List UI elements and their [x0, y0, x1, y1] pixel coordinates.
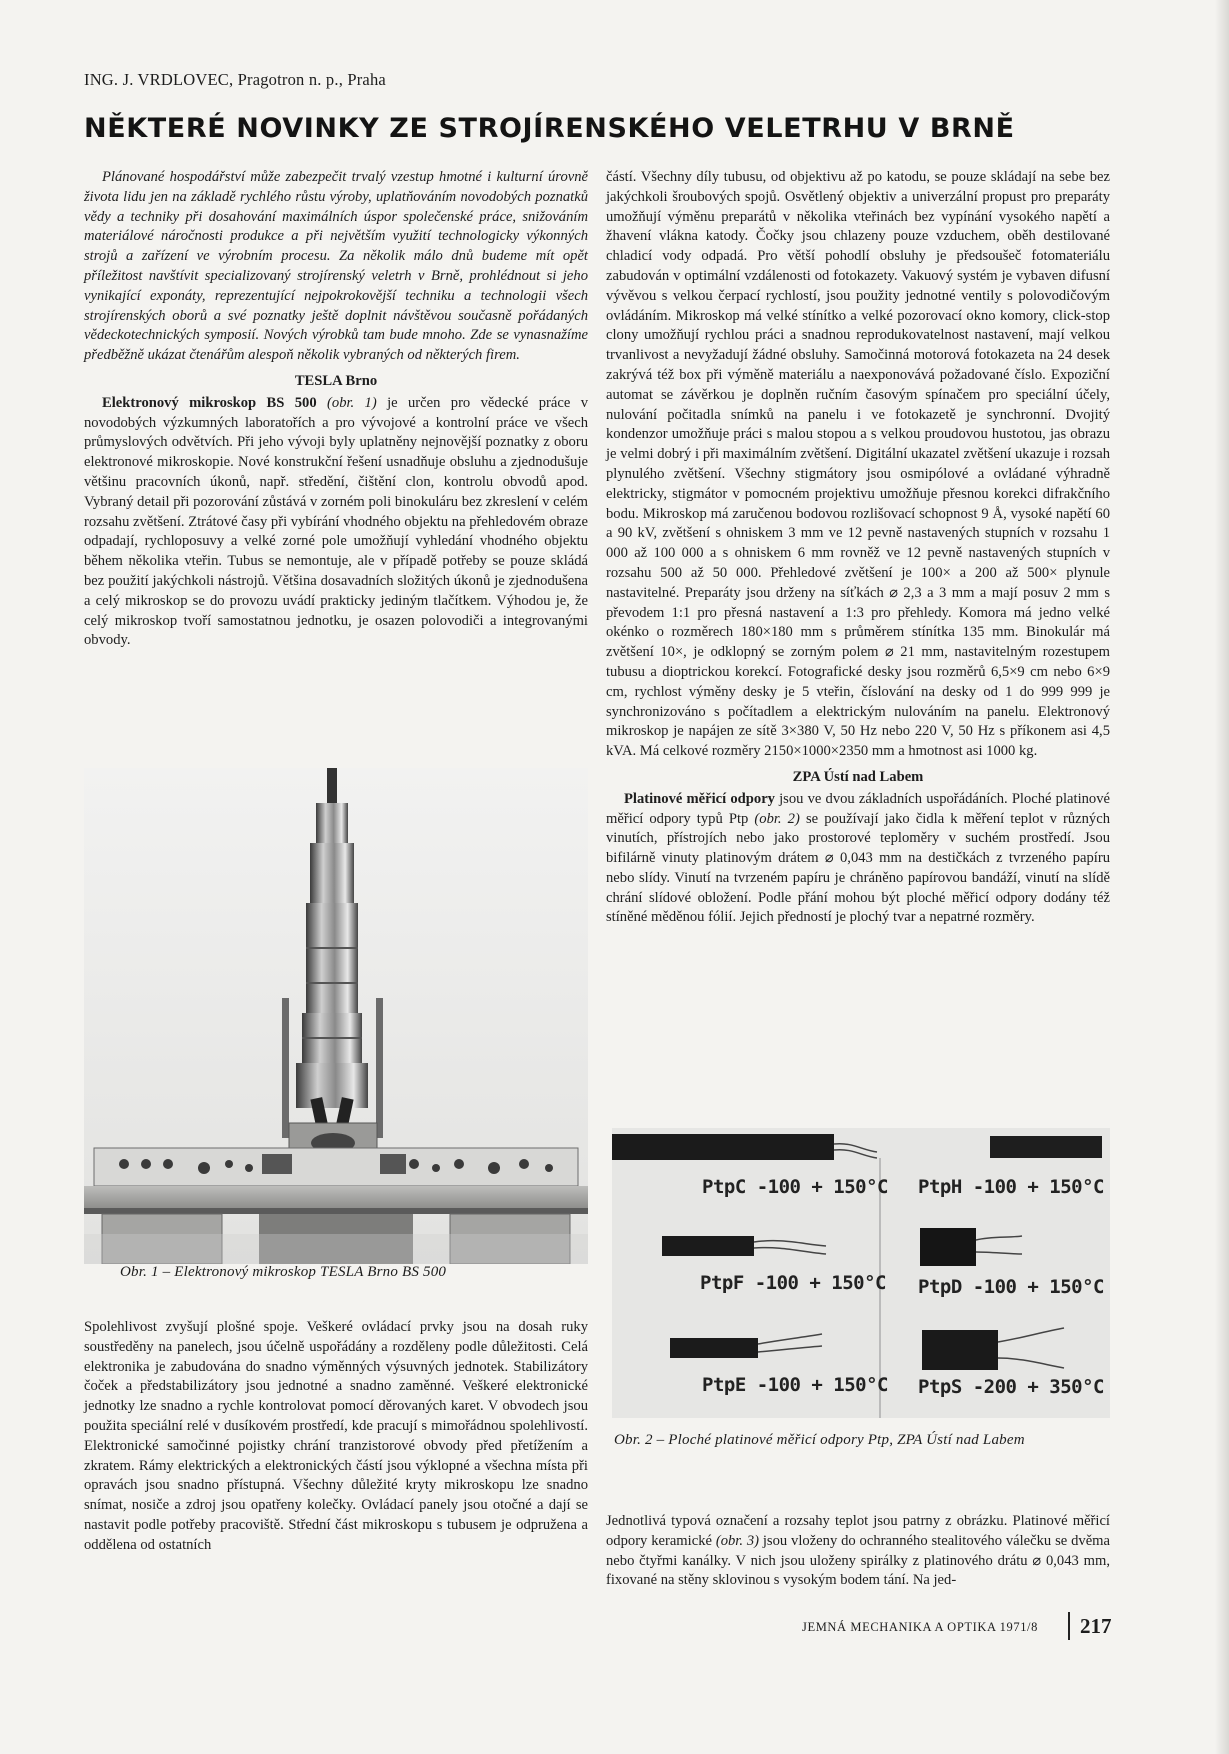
- microscope-continued-paragraph: částí. Všechny díly tubusu, od objektivu až po katodu, se pouze skládají na sebe bez jakýchkoli šroubových spojů. Osvětlený objektiv a univerzální propust pro preparáty umožňují výměnu preparátů v několika vteřinách bez vypínání vysokého napětí a žhavení vlákna katody. Čočky jsou chlazeny pouze vzduchem, oběh destilované chladicí vody odpadá. Pro větší pohodlí obsluhy je předsoušeč fotomateriálu zabudován v optimální vzdálenosti od fotokazety. Vakuový systém je vybaven difusní vývěvou s velkou čerpací rychlostí, jsou použity jednotné ventily s polovodičovým ovládáním. Mikroskop má velké stínítko a velké pozorovací okno komory, click-stop clony umožňují rychlou práci a snadnou reprodukovatelnost nastavení, mají velkou trvanlivost a nevyžadují žádné obsluhy. Samočinná motorová fotokazeta na 24 desek zakrývá též box při výměně materiálu a naexponovává požadované číslo. Expoziční automat se závěrkou je doplněn ručním časovým spínačem pro speciální účely, nulování počitadla snímků na panelu i ve fotokazetě je synchronní. Dvojitý kondenzor umožňuje práci s malou stopou a s velkou proudovou hustotou, jas obrazu je velmi dobrý i při maximálním zvětšení. Digitální ukazatel zvětšení ukazuje i rozsah plynulého zvětšení. Všechny stigmátory jsou osmipólové a ovládané výhradně elektricky, stigmátor v pomocném projektivu umožňuje přesnou korekci difrakčního bodu. Mikroskop má zaručenou bodovou rozlišovací schopnost 9 Å, vysoké napětí 60 a 90 kV, zvětšení s ohniskem 3 mm ve 12 pevně nastavených stupních v rozsahu 1 000 až 100 000 a s ohniskem 6 mm rovněž ve 12 pevně nastavených stupních v rozsahu 500 až 50 000. Přehledové zvětšení je 100× a 200 až 500× plynule nastavitelné. Preparáty jsou drženy na síťkách ⌀ 2,3 a 3 mm a mají posuv 2 mm s převodem 1:1 pro přesná nastavení a 1:3 pro přehledy. Komora má jedno velké okénko o rozměrech 180×180 mm s průměrem stínítka 135 mm. Binokulár má zvětšení 10×, je odklopný se zorným polem ⌀ 21 mm, nastavitelným rozestupem tubusu a dioptrickou korekcí. Fotografické desky jsou rozměrů 6,5×9 cm nebo 6×9 cm, rychlost výměny desky je 5 vteřin, číslování na desky od 1 do 999 999 je synchronizováno s počítadlem a elektrickým nulováním na panelu. Elektronový mikroskop je napájen ze sítě 3×380 V, 50 Hz nebo 220 V, 50 Hz s příkonem asi 4,5 kVA. Má celkové rozměry 2150×1000×2350 mm a hmotnost asi 1000 kg.: [606, 169, 1110, 760]
- left-column-bottom: [84, 1318, 588, 1556]
- platinum-resistor-name: Platinové měřicí odpory: [624, 790, 775, 807]
- reliability-paragraph: Spolehlivost zvyšují plošné spoje. Veškeré ovládací prvky jsou na dosah ruky soustředěny na panelech, jsou účelně uspořádány a rozděleny podle důležitosti. Celá elektronika je zabudována do snadno výměnných výsuvných jednotek. Stabilizátory čoček a předstabilizátory jsou jednotné a snadno zaměnné. Veškeré elektronické jednotky lze snadno a rychle kontrolovat pomocí děrovaných karet. V obvodech jsou použita speciální relé v dusíkovém prostředí, kde pracují s mimořádnou spolehlivostí. Elektronické samočinné pojistky chrání tranzistorové obvody před přetížením a zkratem. Rámy elektrických a elektronických částí jsou výklopné a všechna místa při opravách jsou snadno přístupná. Všechny důležité kryty mikroskopu lze snadno snímat, nosiče a zdroj jsou opatřeny kolečky. Ovládací panely jsou otočné a dají se nastavit podle potřeby pracoviště. Střední část mikroskopu s tubusem je odpružena a oddělena od ostatních: [84, 1319, 588, 1553]
- section-heading-tesla: TESLA Brno: [294, 372, 378, 389]
- resistor-label-ptpc: PtpC -100 + 150°C: [702, 1176, 888, 1198]
- ceramic-text-b: jsou vloženy do ochranného stealitového válečku se dvěma nebo čtyřmi kanálky. V nich jsou uloženy spirálky z platinového drátu ⌀ 0,043 mm, fixované na stěny sklovinou s vysokým bodem tání. Na jed-: [606, 1532, 1110, 1589]
- figure-1-photo: [84, 768, 588, 1264]
- resistor-label-ptph: PtpH -100 + 150°C: [918, 1176, 1104, 1198]
- microscope-text: je určen pro vědecké práce v novodobých výzkumných laboratořích a pro vývojové a kontrolní práce ve všech průmyslových odvětvích. Při jeho vývoji byly uplatněny nejnovější poznatky z oboru elektronové mikroskopie. Nové konstrukční řešení usnadňuje obsluhu a zjednodušuje většinu pracovních úkonů, např. středění, čištění clon, kontrolu obvodů apod. Vybraný detail při pozorování zůstává v zorném poli binokuláru bez zkreslení v celém rozsahu zvětšení. Ztrátové časy při vybírání vhodného objektu na přehledovém obraze odpadají, rychloposuvy a velké zorné pole umožňují vyhledání vhodného objektu během několika vteřin. Tubus se nemontuje, ale v případě potřeby se pouze skládá bez použití jakýchkoli nástrojů. Většina dosavadních složitých úkonů je zjednodušena a celý mikroskop se do provozu uvádí prakticky jediným tlačítkem. Výhodou je, že celý mikroskop tvoří samostatnou jednotku, je osazen polovodiči a integrovanými obvody.: [84, 394, 589, 649]
- resistor-label-ptpf: PtpF -100 + 150°C: [700, 1272, 886, 1294]
- author-line: ING. J. VRDLOVEC, Pragotron n. p., Praha: [84, 70, 386, 89]
- page-edge-shadow: [1215, 0, 1229, 1754]
- resistor-label-ptpe: PtpE -100 + 150°C: [702, 1374, 888, 1396]
- section-heading-zpa: ZPA Ústí nad Labem: [792, 768, 924, 785]
- figure-ref-1: (obr. 1): [327, 394, 377, 411]
- microscope-name: Elektronový mikroskop BS 500: [102, 394, 317, 411]
- electron-microscope-illustration: [84, 768, 588, 1264]
- intro-paragraph: Plánované hospodářství může zabezpečit trvalý vzestup hmotné i kulturní úrovně života lidu jen na základě rychlého růstu výroby, uplatňováním novodobých poznatků vědy a techniky při dosahování maximálních úspor společenské práce, snižováním materiálové náročnosti produkce a při největším využití technologicky výkonných strojů a zařízení ve výrobním procesu. Za několik málo dnů budeme mít opět příležitost navštívit specializovaný strojírenský veletrh v Brně, prohlédnout si jeho vynikající exponáty, reprezentující nejpokrokovější techniku a technologii všech strojírenských oborů a své poznatky ještě doplnit návštěvou současně pořádaných vědeckotechnických symposií. Nových výrobků tam bude mnoho. Zde se vynasnažíme předběžně ukázat čtenářům alespoň několik vybraných od některých firem.: [84, 169, 588, 364]
- resistor-label-ptpd: PtpD -100 + 150°C: [918, 1276, 1104, 1298]
- article-title: NĚKTERÉ NOVINKY ZE STROJÍRENSKÉHO VELETRHU V BRNĚ: [84, 113, 1015, 144]
- figure-2-caption: Obr. 2 – Ploché platinové měřicí odpory Ptp, ZPA Ústí nad Labem: [614, 1432, 1025, 1448]
- right-column-top: [606, 168, 1110, 928]
- resistor-label-ptps: PtpS -200 + 350°C: [918, 1376, 1104, 1398]
- figure-ref-2: (obr. 2): [754, 810, 800, 827]
- footer-separator: [1068, 1612, 1070, 1640]
- microscope-paragraph: [84, 394, 588, 651]
- platinum-text-b: se používají jako čidla k měření teplot v různých vinutích, přístrojích nebo jako prostorové teploměry v suchém prostředí. Jsou bifilárně vinuty platinovým drátem ⌀ 0,043 mm na destičkách z tvrzeného papíru nebo slídy. Vinutí na tvrzeném papíru je chráněno papírovou bandáží, vinutí na slídě chrání slídové obložení. Podle přání mohou být ploché měřicí odpory dodány též stíněné měděnou fólií. Jejich předností je plochý tvar a nepatrné rozměry.: [606, 810, 1110, 926]
- right-column-bottom: [606, 1512, 1110, 1591]
- ceramic-resistor-paragraph: [606, 1512, 1110, 1591]
- figure-1-caption: Obr. 1 – Elektronový mikroskop TESLA Brno BS 500: [120, 1264, 447, 1280]
- ceramic-text-a: Jednotlivá typová označení a rozsahy teplot jsou patrny z obrázku. Platinové měřicí odpory keramické: [606, 1513, 1110, 1549]
- left-column-top: [84, 168, 588, 651]
- platinum-text-a: jsou ve dvou základních uspořádáních. Ploché platinové měřicí odpory typů Ptp: [606, 790, 1110, 827]
- platinum-paragraph: [606, 790, 1110, 929]
- figure-2-photo: [612, 1128, 1110, 1418]
- figure-ref-3: (obr. 3): [715, 1532, 760, 1549]
- journal-footer: JEMNÁ MECHANIKA A OPTIKA 1971/8: [802, 1620, 1038, 1634]
- page-number: 217: [1080, 1614, 1112, 1638]
